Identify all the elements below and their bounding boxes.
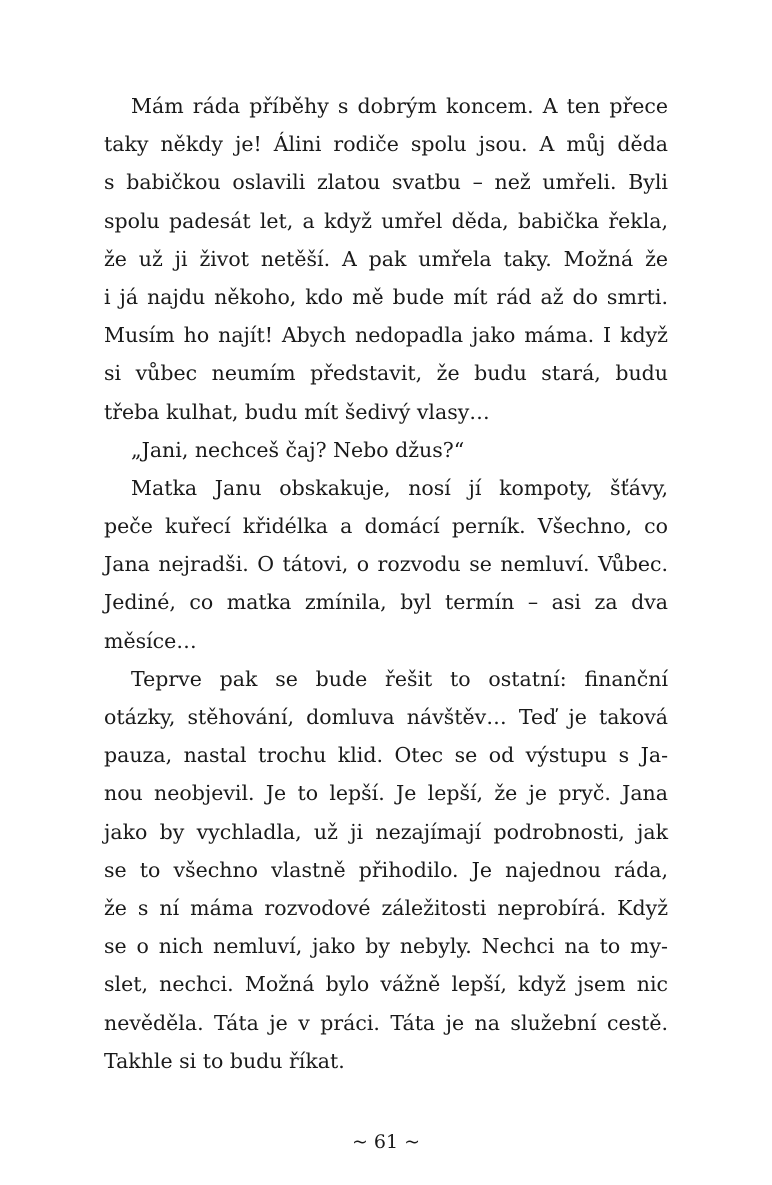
text-line: slet, nechci. Možná bylo vážně lepší, když jsem nic [104,972,668,997]
text-line: i já najdu někoho, kdo mě bude mít rád až do smrti. [104,284,668,309]
text-line: „Jani, nechceš čaj? Nebo džus?“ [131,437,465,462]
text-line: jako by vychladla, už ji nezajímají podrobnosti, jak [104,819,668,844]
text-line: Jana nejradši. O tátovi, o rozvodu se nemluví. Vůbec. [104,552,668,577]
text-line: se to všechno vlastně přihodilo. Je najednou ráda, [104,857,668,882]
page-number: ~ 61 ~ [351,1131,421,1153]
text-line: peče kuřecí křidélka a domácí perník. Všechno, co [104,514,668,539]
text-line: Teprve pak se bude řešit to ostatní: finanční [131,666,668,691]
text-line: se o nich nemluví, jako by nebyly. Nechci na to my- [104,934,668,959]
text-line: Matka Janu obskakuje, nosí jí kompoty, šťávy, [131,475,668,500]
text-line: že už ji život netěší. A pak umřela taky. Možná že [104,246,668,271]
text-line: otázky, stěhování, domluva návštěv… Teď je taková [104,705,668,729]
text-line: si vůbec neumím představit, že budu stará, budu [104,361,668,386]
body-text [104,87,668,1080]
text-line: s babičkou oslavili zlatou svatbu – než umřeli. Byli [104,170,668,195]
text-line: Mám ráda příběhy s dobrým koncem. A ten přece [131,94,668,118]
text-line: taky někdy je! Álini rodiče spolu jsou. A můj děda [104,132,668,157]
text-line: nou neobjevil. Je to lepší. Je lepší, že je pryč. Jana [104,781,668,806]
text-line: spolu padesát let, a když umřel děda, babička řekla, [104,208,668,233]
text-line: Musím ho najít! Abych nedopadla jako máma. I když [104,323,668,348]
text-line: že s ní máma rozvodové záležitosti neprobírá. Když [104,895,668,920]
text-line: Jediné, co matka zmínila, byl termín – asi za dva [104,590,668,615]
text-line: třeba kulhat, budu mít šedivý vlasy… [104,399,490,424]
text-line: Takhle si to budu říkat. [104,1048,345,1073]
text-line: měsíce… [104,628,197,653]
text-line: nevěděla. Táta je v práci. Táta je na služební cestě. [104,1010,668,1035]
text-line: pauza, nastal trochu klid. Otec se od výstupu s Ja- [104,743,668,768]
